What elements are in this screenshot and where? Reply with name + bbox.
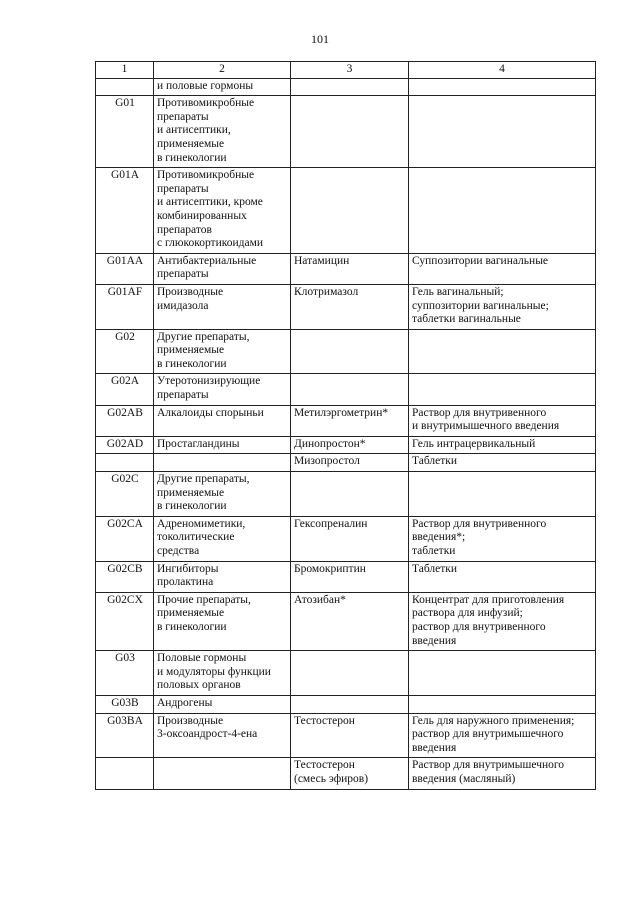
column-header: 2 — [154, 62, 291, 79]
table-row — [96, 96, 596, 168]
drug-name-cell: Бромокриптин — [291, 561, 409, 592]
drug-name-cell — [291, 96, 409, 168]
atc-code-cell: G01AF — [96, 284, 154, 329]
group-name-cell: Адреномиметики, токолитические средства — [154, 516, 291, 561]
table-row — [96, 516, 596, 561]
atc-code-cell: G03B — [96, 695, 154, 713]
column-header: 3 — [291, 62, 409, 79]
table-body — [96, 78, 596, 789]
drug-table — [95, 61, 596, 790]
table-header-row — [96, 62, 596, 79]
group-name-cell: Другие препараты, применяемые в гинекологии — [154, 472, 291, 517]
group-name-cell: и половые гормоны — [154, 78, 291, 96]
drug-name-cell: Метилэргометрин* — [291, 405, 409, 436]
atc-code-cell: G02C — [96, 472, 154, 517]
group-name-cell: Противомикробные препараты и антисептики, кроме комбинированных препаратов с глюкокортикоидами — [154, 168, 291, 254]
group-name-cell — [154, 758, 291, 789]
table-row — [96, 651, 596, 696]
atc-code-cell: G02CA — [96, 516, 154, 561]
table-row — [96, 78, 596, 96]
atc-code-cell — [96, 758, 154, 789]
group-name-cell: Противомикробные препараты и антисептики, применяемые в гинекологии — [154, 96, 291, 168]
table-row — [96, 713, 596, 758]
atc-code-cell: G03BA — [96, 713, 154, 758]
drug-name-cell — [291, 651, 409, 696]
group-name-cell: Андрогены — [154, 695, 291, 713]
dosage-form-cell — [409, 472, 596, 517]
atc-code-cell: G02CB — [96, 561, 154, 592]
drug-name-cell: Натамицин — [291, 253, 409, 284]
dosage-form-cell — [409, 329, 596, 374]
dosage-form-cell: Гель вагинальный; суппозитории вагинальные; таблетки вагинальные — [409, 284, 596, 329]
dosage-form-cell — [409, 78, 596, 96]
dosage-form-cell — [409, 96, 596, 168]
table-row — [96, 454, 596, 472]
drug-name-cell — [291, 168, 409, 254]
atc-code-cell: G02AD — [96, 436, 154, 454]
drug-name-cell: Гексопреналин — [291, 516, 409, 561]
dosage-form-cell — [409, 168, 596, 254]
dosage-form-cell: Суппозитории вагинальные — [409, 253, 596, 284]
dosage-form-cell: Таблетки — [409, 454, 596, 472]
dosage-form-cell: Концентрат для приготовления раствора для инфузий; раствор для внутривенного введения — [409, 592, 596, 650]
group-name-cell — [154, 454, 291, 472]
dosage-form-cell: Раствор для внутривенного и внутримышечного введения — [409, 405, 596, 436]
table-row — [96, 472, 596, 517]
atc-code-cell: G02AB — [96, 405, 154, 436]
atc-code-cell — [96, 78, 154, 96]
dosage-form-cell: Раствор для внутримышечного введения (масляный) — [409, 758, 596, 789]
drug-name-cell — [291, 78, 409, 96]
column-header: 1 — [96, 62, 154, 79]
drug-name-cell: Тестостерон (смесь эфиров) — [291, 758, 409, 789]
drug-name-cell — [291, 374, 409, 405]
group-name-cell: Половые гормоны и модуляторы функции половых органов — [154, 651, 291, 696]
atc-code-cell: G02A — [96, 374, 154, 405]
table-row — [96, 592, 596, 650]
table-row — [96, 284, 596, 329]
page-number: 101 — [311, 32, 329, 46]
atc-code-cell — [96, 454, 154, 472]
table-row — [96, 329, 596, 374]
dosage-form-cell: Раствор для внутривенного введения*; таблетки — [409, 516, 596, 561]
atc-code-cell: G01 — [96, 96, 154, 168]
column-header: 4 — [409, 62, 596, 79]
dosage-form-cell — [409, 374, 596, 405]
atc-code-cell: G01AA — [96, 253, 154, 284]
dosage-form-cell: Гель интрацервикальный — [409, 436, 596, 454]
dosage-form-cell — [409, 695, 596, 713]
table-row — [96, 253, 596, 284]
dosage-form-cell: Гель для наружного применения; раствор для внутримышечного введения — [409, 713, 596, 758]
table-row — [96, 168, 596, 254]
drug-name-cell: Атозибан* — [291, 592, 409, 650]
drug-name-cell: Тестостерон — [291, 713, 409, 758]
group-name-cell: Другие препараты, применяемые в гинекологии — [154, 329, 291, 374]
atc-code-cell: G02CX — [96, 592, 154, 650]
dosage-form-cell: Таблетки — [409, 561, 596, 592]
atc-code-cell: G01A — [96, 168, 154, 254]
group-name-cell: Утеротонизирующие препараты — [154, 374, 291, 405]
group-name-cell: Прочие препараты, применяемые в гинекологии — [154, 592, 291, 650]
atc-code-cell: G02 — [96, 329, 154, 374]
drug-name-cell — [291, 695, 409, 713]
atc-code-cell: G03 — [96, 651, 154, 696]
group-name-cell: Производные имидазола — [154, 284, 291, 329]
drug-name-cell: Динопростон* — [291, 436, 409, 454]
table-row — [96, 561, 596, 592]
drug-name-cell — [291, 472, 409, 517]
drug-name-cell: Клотримазол — [291, 284, 409, 329]
group-name-cell: Производные 3-оксоандрост-4-ена — [154, 713, 291, 758]
group-name-cell: Простагландины — [154, 436, 291, 454]
table-row — [96, 695, 596, 713]
table-row — [96, 436, 596, 454]
group-name-cell: Антибактериальные препараты — [154, 253, 291, 284]
group-name-cell: Алкалоиды спорыньи — [154, 405, 291, 436]
table-row — [96, 758, 596, 789]
drug-name-cell: Мизопростол — [291, 454, 409, 472]
dosage-form-cell — [409, 651, 596, 696]
table-row — [96, 405, 596, 436]
group-name-cell: Ингибиторы пролактина — [154, 561, 291, 592]
drug-name-cell — [291, 329, 409, 374]
table-row — [96, 374, 596, 405]
